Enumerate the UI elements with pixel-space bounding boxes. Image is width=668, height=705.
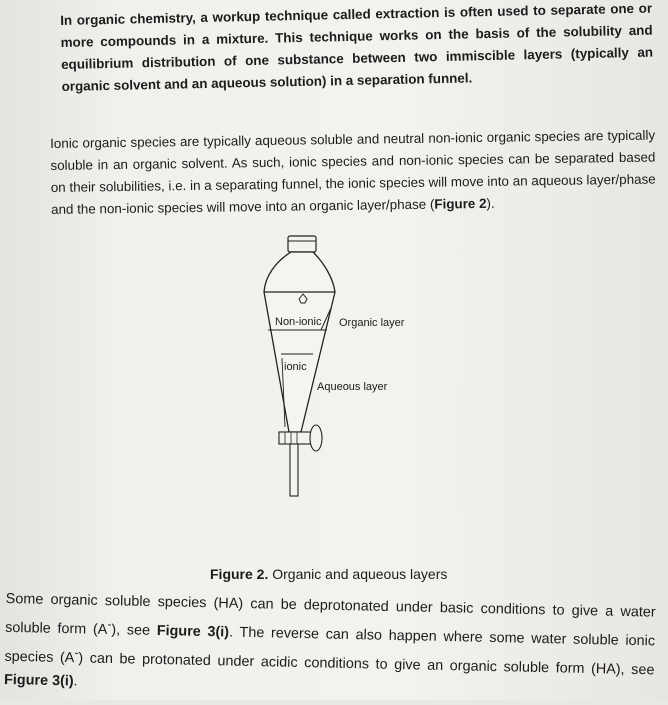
figure-3-reference-2: Figure 3(i) [3, 671, 74, 690]
anion-superscript-2: - [74, 645, 79, 660]
funnel-stem [290, 444, 298, 496]
funnel-body [264, 252, 335, 432]
label-non-ionic: Non-ionic [275, 316, 322, 328]
bottom-text-5: . [73, 673, 78, 690]
bottom-text-2: ), see [111, 622, 157, 639]
figure-caption [210, 566, 447, 582]
bottom-text-1: Some organic soluble species (HA) can be deprotonated under basic conditions to give a water soluble form (A [4, 590, 656, 638]
ionic-paragraph-text: Ionic organic species are typically aqueous soluble and neutral non-ionic organic species are typically soluble in an organic solvent. As such, ionic species and non-ionic species can be separated based on their solubilities, i.e. in a separating funnel, the ionic species will move into an aqueous layer/phase and the non-ionic species will move into an organic layer/phase ( [50, 127, 656, 217]
figure-3-reference-1: Figure 3(i) [156, 622, 230, 641]
ionic-paragraph-end: ). [486, 195, 495, 211]
stopcock [279, 432, 311, 444]
caption-figure-number: Figure 2. [210, 566, 269, 582]
ionic-species-paragraph [50, 125, 656, 221]
deprotonation-paragraph [4, 588, 656, 705]
anion-superscript-1: - [107, 617, 112, 632]
label-organic-layer: Organic layer [339, 317, 405, 329]
funnel-stopper [288, 236, 316, 252]
figure-2-reference: Figure 2 [434, 195, 487, 212]
separatory-funnel-figure [255, 232, 435, 502]
label-aqueous-layer: Aqueous layer [317, 381, 388, 393]
label-ionic: ionic [284, 361, 307, 373]
caption-text: Organic and aqueous layers [268, 566, 448, 582]
bottom-text-4: ) can be protonated under acidic conditions to give an organic soluble form (HA), see [78, 650, 655, 679]
bottom-text-3: . The reverse can also happen where some water soluble ionic species (A [4, 624, 656, 667]
intro-paragraph: In organic chemistry, a workup technique called extraction is often used to separate one or more compounds in a mixture. This technique works on the basis of the solubility and equilibrium distribution of one substance between two immiscible layers (typically an organic solvent and an aqueous solution) in a separation funnel. [60, 0, 654, 94]
